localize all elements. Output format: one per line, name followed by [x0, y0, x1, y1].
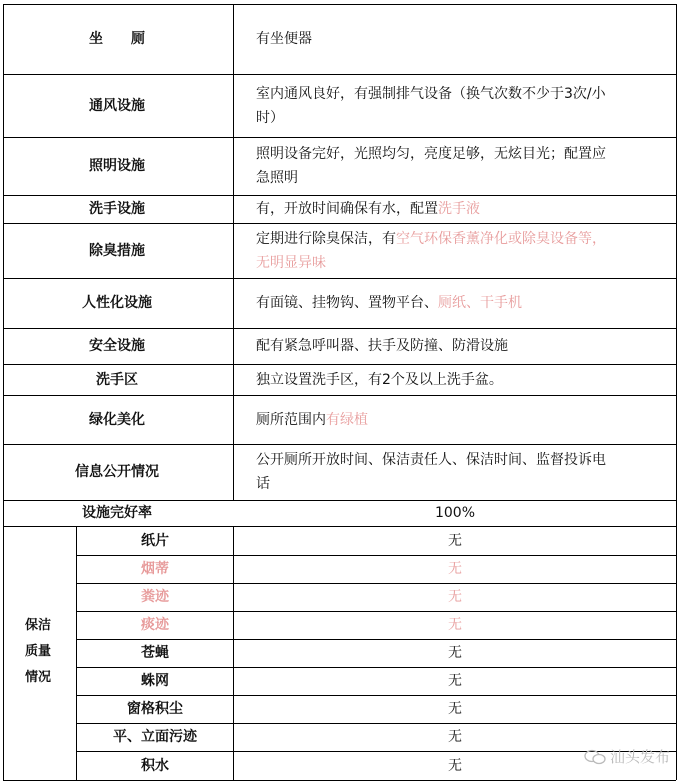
row-value-line	[256, 448, 606, 472]
table-rule	[3, 4, 676, 5]
row-label: 安全设施	[89, 338, 145, 354]
cleaning-item-value: 无	[448, 673, 462, 689]
table-rule	[76, 583, 676, 584]
table-rule	[3, 223, 676, 224]
value-text: 厕所范围内	[256, 411, 326, 428]
row-label: 信息公开情况	[75, 464, 159, 480]
table-rule	[3, 780, 676, 781]
column-divider	[233, 4, 234, 500]
cleaning-item-label: 平、立面污迹	[113, 729, 197, 745]
value-text: 配有紧急呼叫器、扶手及防撞、防滑设施	[256, 338, 508, 354]
row-value-line	[256, 166, 298, 190]
row-value-line	[256, 334, 508, 358]
row-value-line	[256, 27, 312, 51]
row-label: 除臭措施	[89, 242, 145, 259]
group-label: 质量	[24, 644, 51, 659]
value-text: 话	[256, 476, 270, 492]
row-label: 洗手设施	[89, 201, 145, 217]
value-text: 室内通风良好，有强制排气设备（换气次数不少于3次/小	[256, 85, 606, 102]
group-label: 情况	[24, 670, 51, 685]
group-label: 保洁	[24, 618, 51, 633]
table-border-right	[676, 4, 677, 780]
table-rule	[76, 555, 676, 556]
cleaning-item-value: 无	[448, 617, 462, 633]
row-label: 通风设施	[89, 97, 145, 114]
highlighted-text: 厕纸、干手机	[438, 295, 522, 311]
row-value-line	[256, 227, 606, 251]
table-rule	[3, 395, 676, 396]
row-value-line	[256, 106, 284, 130]
value-text: 有面镜、挂物钩、置物平台、	[256, 295, 438, 311]
cleaning-item-label: 苍蝇	[141, 645, 169, 661]
row-value-line	[234, 501, 676, 525]
cleaning-item-value: 无	[448, 701, 462, 717]
highlighted-text: 无明显异味	[256, 254, 326, 271]
table-rule	[76, 639, 676, 640]
table-rule	[3, 195, 676, 196]
cleaning-item-label: 纸片	[141, 532, 169, 549]
row-value-line	[256, 142, 606, 166]
table-rule	[76, 695, 676, 696]
row-value-line	[256, 251, 326, 275]
value-text: 独立设置洗手区，有2个及以上洗手盆。	[256, 371, 503, 388]
table-rule	[3, 444, 676, 445]
cleaning-item-value: 无	[448, 589, 462, 605]
cleaning-item-label: 痰迹	[141, 617, 169, 633]
value-text: 急照明	[256, 170, 298, 186]
row-label: 绿化美化	[89, 411, 145, 428]
row-label: 坐 厕	[89, 31, 145, 47]
row-value-line	[256, 197, 480, 221]
value-text: 有坐便器	[256, 31, 312, 47]
value-text: 有，开放时间确保有水，配置	[256, 201, 438, 217]
value-text: 100%	[434, 505, 476, 521]
wechat-icon	[584, 749, 606, 765]
highlighted-text: 洗手液	[438, 201, 480, 217]
row-label: 人性化设施	[82, 295, 152, 311]
value-text: 公开厕所开放时间、保洁责任人、保洁时间、监督投诉电	[256, 452, 606, 468]
cleaning-item-value: 无	[448, 729, 462, 745]
row-value-line	[256, 291, 522, 315]
row-value-line	[256, 408, 368, 432]
row-label: 设施完好率	[82, 505, 152, 521]
value-text: 定期进行除臭保洁，有	[256, 230, 396, 247]
cleaning-item-label: 窗格积尘	[127, 701, 183, 717]
table-rule	[3, 364, 676, 365]
table-rule	[3, 278, 676, 279]
highlighted-text: 空气环保香薰净化或除臭设备等，	[396, 230, 606, 247]
value-text: 时）	[256, 109, 284, 126]
cleaning-item-label: 蛛网	[141, 673, 169, 689]
cleaning-item-value: 无	[448, 532, 462, 549]
cleaning-item-label: 积水	[141, 757, 169, 774]
highlighted-text: 有绿植	[326, 411, 368, 428]
watermark-text: 汕头发布	[609, 748, 670, 766]
table-rule	[3, 137, 676, 138]
cleaning-item-label: 烟蒂	[141, 561, 169, 577]
value-text: 照明设备完好，光照均匀，亮度足够，无炫目光；配置应	[256, 146, 606, 162]
table-rule	[3, 526, 676, 527]
row-label: 照明设施	[89, 158, 145, 174]
row-value-line	[256, 368, 503, 392]
row-value-line	[256, 472, 270, 496]
cleaning-item-value: 无	[448, 757, 462, 774]
row-value-line	[256, 82, 606, 106]
cleaning-item-label: 粪迹	[141, 589, 169, 605]
cleaning-item-value: 无	[448, 561, 462, 577]
row-label: 洗手区	[96, 371, 138, 388]
table-rule	[76, 723, 676, 724]
watermark	[584, 746, 670, 767]
table-rule	[3, 74, 676, 75]
table-rule	[76, 611, 676, 612]
table-rule	[76, 667, 676, 668]
table-rule	[3, 328, 676, 329]
cleaning-item-value: 无	[448, 645, 462, 661]
